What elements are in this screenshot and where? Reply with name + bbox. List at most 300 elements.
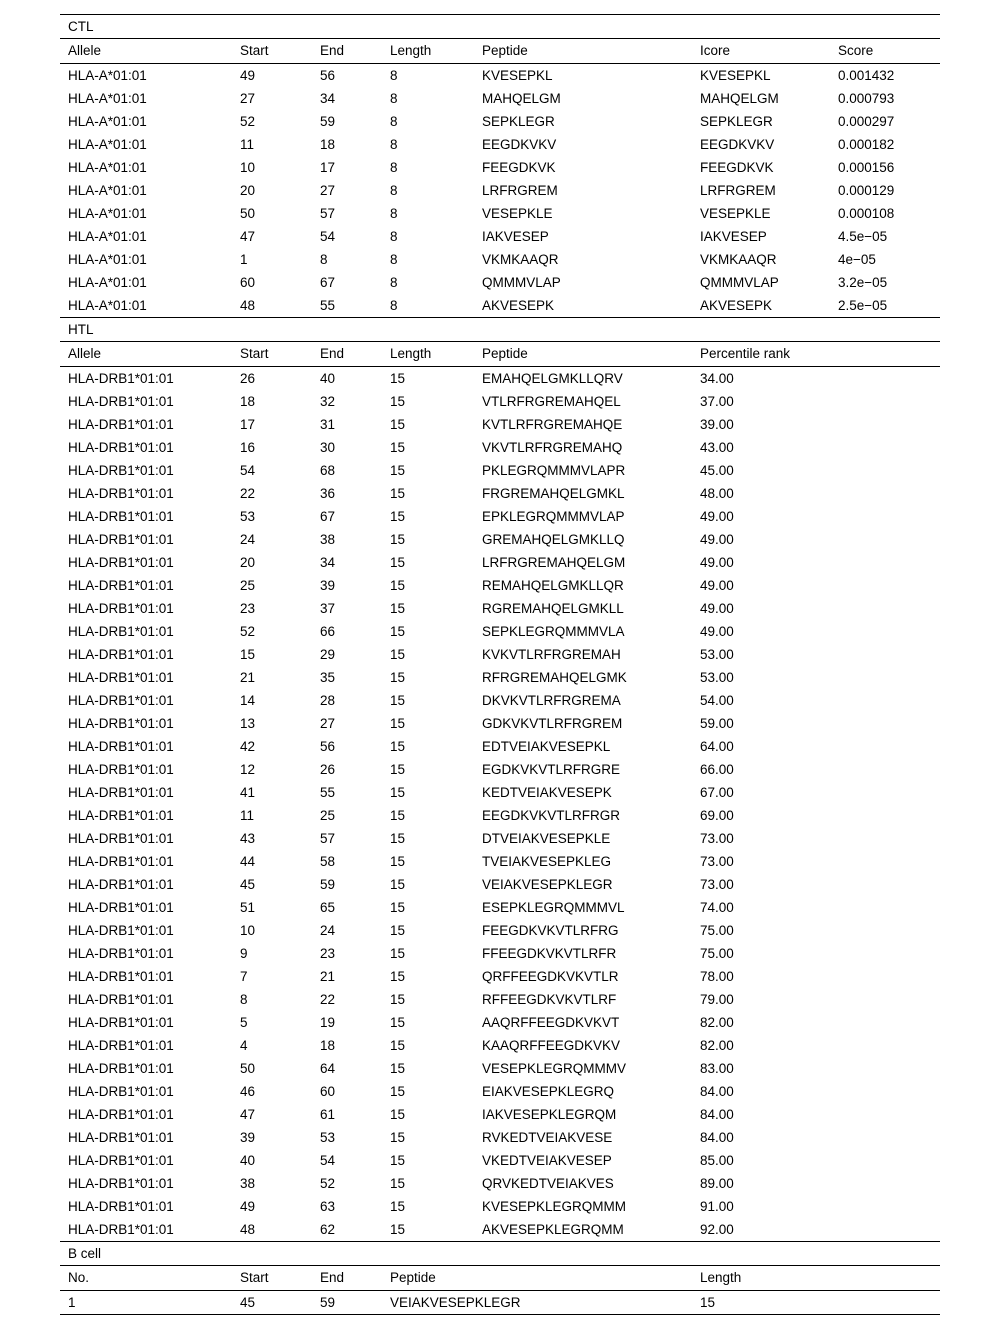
table-row: [60, 574, 940, 597]
table-cell: HLA-A*01:01: [68, 137, 147, 152]
table-cell: HLA-DRB1*01:01: [68, 486, 174, 501]
table-cell: 45: [240, 877, 256, 892]
table-cell: 20: [240, 555, 256, 570]
table-cell: 20: [240, 183, 256, 198]
table-cell: 24: [240, 532, 256, 547]
table-cell: 15: [390, 647, 406, 662]
table-cell: 34.00: [700, 371, 734, 386]
table-cell: 89.00: [700, 1176, 734, 1191]
table-row: [60, 1034, 940, 1057]
table-cell: 8: [320, 252, 328, 267]
table-row: [60, 919, 940, 942]
table-cell: 53: [320, 1130, 336, 1145]
table-cell: 8: [390, 160, 398, 175]
table-cell: 92.00: [700, 1222, 734, 1237]
table-cell: AKVESEPKLEGRQMM: [482, 1222, 624, 1237]
table-cell: PKLEGRQMMMVLAPR: [482, 463, 626, 478]
table-cell: 24: [320, 923, 336, 938]
htl-section: [60, 317, 940, 1241]
table-cell: 15: [390, 394, 406, 409]
table-cell: AKVESEPK: [700, 298, 773, 313]
table-cell: VTLRFRGREMAHQEL: [482, 394, 621, 409]
table-row: [60, 436, 940, 459]
table-row: [60, 1172, 940, 1195]
table-cell: 13: [240, 716, 256, 731]
table-cell: DKVKVTLRFRGREMA: [482, 693, 621, 708]
table-cell: 15: [390, 1038, 406, 1053]
table-cell: HLA-DRB1*01:01: [68, 624, 174, 639]
table-cell: 15: [390, 1061, 406, 1076]
table-cell: HLA-DRB1*01:01: [68, 992, 174, 1007]
table-cell: 47: [240, 1107, 256, 1122]
table-cell: SEPKLEGRQMMMVLA: [482, 624, 625, 639]
table-cell: 17: [240, 417, 256, 432]
table-row: [60, 225, 940, 248]
table-cell: KVESEPKL: [700, 68, 771, 83]
table-cell: 8: [240, 992, 248, 1007]
table-row: [60, 1057, 940, 1080]
table-cell: 67.00: [700, 785, 734, 800]
table-cell: 15: [390, 1176, 406, 1191]
table-cell: 43: [240, 831, 256, 846]
table-cell: 15: [390, 831, 406, 846]
table-cell: 84.00: [700, 1084, 734, 1099]
table-cell: 4.5e−05: [838, 229, 888, 244]
table-row: [60, 1103, 940, 1126]
table-cell: 22: [320, 992, 336, 1007]
table-cell: 10: [240, 923, 256, 938]
section-title-htl: HTL: [60, 317, 940, 342]
table-cell: 66.00: [700, 762, 734, 777]
table-cell: 18: [320, 1038, 336, 1053]
table-cell: 58: [320, 854, 336, 869]
column-header: Length: [382, 342, 474, 367]
table-cell: KVESEPKL: [482, 68, 553, 83]
table-cell: 40: [320, 371, 336, 386]
table-cell: QRFFEEGDKVKVTLR: [482, 969, 619, 984]
htl-table: [60, 342, 940, 1241]
table-row: [60, 413, 940, 436]
table-row: [60, 64, 940, 88]
table-cell: 19: [320, 1015, 336, 1030]
table-cell: 84.00: [700, 1130, 734, 1145]
table-cell: 27: [320, 716, 336, 731]
table-cell: HLA-DRB1*01:01: [68, 1153, 174, 1168]
table-cell: 75.00: [700, 946, 734, 961]
column-header: Allele: [60, 342, 232, 367]
column-header: Start: [232, 342, 312, 367]
table-cell: 15: [390, 969, 406, 984]
table-cell: 54: [240, 463, 256, 478]
table-cell: 31: [320, 417, 336, 432]
table-cell: 61: [320, 1107, 336, 1122]
table-cell: 15: [390, 486, 406, 501]
table-cell: GREMAHQELGMKLLQ: [482, 532, 625, 547]
table-cell: 21: [320, 969, 336, 984]
table-cell: 9: [240, 946, 248, 961]
table-cell: 1: [68, 1295, 76, 1310]
table-cell: LRFRGREM: [482, 183, 558, 198]
table-cell: 38: [320, 532, 336, 547]
table-row: [60, 202, 940, 225]
bcell-table: [60, 1266, 940, 1315]
table-cell: 53.00: [700, 670, 734, 685]
table-cell: 67: [320, 509, 336, 524]
table-cell: EMAHQELGMKLLQRV: [482, 371, 623, 386]
table-cell: 39: [320, 578, 336, 593]
table-cell: FEEGDKVK: [700, 160, 774, 175]
column-header: Icore: [692, 39, 830, 64]
table-cell: 57: [320, 831, 336, 846]
column-header: Percentile rank: [692, 342, 940, 367]
section-title-ctl: CTL: [60, 14, 940, 39]
table-row: [60, 1080, 940, 1103]
table-row: [60, 248, 940, 271]
table-cell: HLA-DRB1*01:01: [68, 1015, 174, 1030]
table-cell: 60: [240, 275, 256, 290]
table-cell: VESEPKLEGRQMMMV: [482, 1061, 627, 1076]
table-cell: 75.00: [700, 923, 734, 938]
table-cell: 32: [320, 394, 336, 409]
table-cell: 39.00: [700, 417, 734, 432]
table-cell: 1: [240, 252, 248, 267]
table-row: [60, 827, 940, 850]
table-cell: HLA-DRB1*01:01: [68, 693, 174, 708]
ctl-section: [60, 14, 940, 317]
table-cell: 14: [240, 693, 256, 708]
table-cell: MAHQELGM: [482, 91, 561, 106]
table-cell: 68: [320, 463, 336, 478]
table-row: [60, 1126, 940, 1149]
table-cell: 34: [320, 555, 336, 570]
table-cell: FRGREMAHQELGMKL: [482, 486, 625, 501]
table-cell: HLA-DRB1*01:01: [68, 1199, 174, 1214]
table-row: [60, 156, 940, 179]
table-cell: 3.2e−05: [838, 275, 888, 290]
table-cell: HLA-DRB1*01:01: [68, 831, 174, 846]
table-row: [60, 110, 940, 133]
table-cell: 15: [390, 601, 406, 616]
table-row: [60, 597, 940, 620]
table-cell: 49.00: [700, 509, 734, 524]
table-cell: 15: [390, 785, 406, 800]
table-row: [60, 873, 940, 896]
table-cell: HLA-DRB1*01:01: [68, 762, 174, 777]
table-cell: 54.00: [700, 693, 734, 708]
table-row: [60, 179, 940, 202]
table-cell: GDKVKVTLRFRGREM: [482, 716, 623, 731]
table-cell: HLA-A*01:01: [68, 91, 147, 106]
table-cell: 29: [320, 647, 336, 662]
table-row: [60, 528, 940, 551]
table-cell: HLA-A*01:01: [68, 275, 147, 290]
table-row: [60, 781, 940, 804]
table-cell: REMAHQELGMKLLQR: [482, 578, 624, 593]
table-cell: EDTVEIAKVESEPKL: [482, 739, 611, 754]
table-cell: 15: [390, 371, 406, 386]
table-cell: 54: [320, 229, 336, 244]
table-cell: HLA-DRB1*01:01: [68, 1222, 174, 1237]
table-cell: 5: [240, 1015, 248, 1030]
table-cell: HLA-DRB1*01:01: [68, 946, 174, 961]
table-cell: VKMKAAQR: [482, 252, 559, 267]
table-cell: 59: [320, 877, 336, 892]
table-cell: HLA-DRB1*01:01: [68, 371, 174, 386]
table-cell: HLA-DRB1*01:01: [68, 601, 174, 616]
table-cell: 49.00: [700, 532, 734, 547]
table-cell: 82.00: [700, 1038, 734, 1053]
table-cell: 91.00: [700, 1199, 734, 1214]
table-cell: 52: [240, 624, 256, 639]
table-cell: 15: [390, 624, 406, 639]
table-cell: FEEGDKVKVTLRFRG: [482, 923, 619, 938]
table-cell: KAAQRFFEEGDKVKV: [482, 1038, 621, 1053]
table-cell: 65: [320, 900, 336, 915]
table-row: [60, 390, 940, 413]
table-cell: HLA-DRB1*01:01: [68, 463, 174, 478]
table-cell: 78.00: [700, 969, 734, 984]
table-cell: 22: [240, 486, 256, 501]
table-cell: 82.00: [700, 1015, 734, 1030]
table-row: [60, 87, 940, 110]
table-cell: 18: [240, 394, 256, 409]
table-cell: 15: [240, 647, 256, 662]
table-row: [60, 896, 940, 919]
table-cell: KVTLRFRGREMAHQE: [482, 417, 623, 432]
table-cell: HLA-A*01:01: [68, 252, 147, 267]
table-cell: HLA-DRB1*01:01: [68, 785, 174, 800]
table-cell: RGREMAHQELGMKLL: [482, 601, 624, 616]
table-cell: HLA-DRB1*01:01: [68, 969, 174, 984]
column-header: Allele: [60, 39, 232, 64]
table-row: [60, 850, 940, 873]
table-cell: AAQRFFEEGDKVKVT: [482, 1015, 620, 1030]
table-cell: 49.00: [700, 555, 734, 570]
table-cell: 49: [240, 68, 256, 83]
table-row: [60, 367, 940, 391]
table-cell: 50: [240, 206, 256, 221]
table-cell: 0.000297: [838, 114, 895, 129]
table-cell: 15: [390, 1084, 406, 1099]
table-cell: 15: [390, 808, 406, 823]
table-cell: 8: [390, 137, 398, 152]
table-cell: 11: [240, 137, 255, 152]
table-cell: VESEPKLE: [700, 206, 771, 221]
table-cell: 59: [320, 114, 336, 129]
table-cell: HLA-DRB1*01:01: [68, 739, 174, 754]
table-cell: 15: [390, 1222, 406, 1237]
table-cell: EEGDKVKV: [700, 137, 775, 152]
table-cell: HLA-DRB1*01:01: [68, 877, 174, 892]
table-cell: EEGDKVKVTLRFRGR: [482, 808, 621, 823]
header-row: [60, 342, 940, 367]
table-cell: 15: [390, 440, 406, 455]
table-cell: 48.00: [700, 486, 734, 501]
table-cell: 8: [390, 252, 398, 267]
table-cell: HLA-A*01:01: [68, 229, 147, 244]
column-header: End: [312, 39, 382, 64]
table-row: [60, 804, 940, 827]
table-cell: 48: [240, 1222, 256, 1237]
column-header: No.: [60, 1266, 232, 1291]
table-row: [60, 1195, 940, 1218]
table-cell: 69.00: [700, 808, 734, 823]
table-row: [60, 505, 940, 528]
table-cell: 7: [240, 969, 248, 984]
table-cell: RFRGREMAHQELGMK: [482, 670, 627, 685]
table-cell: SEPKLEGR: [700, 114, 773, 129]
table-cell: 53.00: [700, 647, 734, 662]
table-cell: HLA-DRB1*01:01: [68, 1061, 174, 1076]
table-cell: KEDTVEIAKVESEPK: [482, 785, 612, 800]
table-cell: HLA-DRB1*01:01: [68, 555, 174, 570]
table-cell: 15: [390, 693, 406, 708]
table-cell: 15: [390, 555, 406, 570]
table-cell: 45: [240, 1295, 256, 1310]
table-row: [60, 689, 940, 712]
table-row: [60, 712, 940, 735]
table-cell: 41: [240, 785, 256, 800]
table-row: [60, 133, 940, 156]
column-header: Length: [692, 1266, 940, 1291]
table-cell: HLA-DRB1*01:01: [68, 808, 174, 823]
table-cell: 15: [390, 739, 406, 754]
table-cell: LRFRGREMAHQELGM: [482, 555, 626, 570]
table-cell: 49.00: [700, 601, 734, 616]
column-header: End: [312, 342, 382, 367]
table-cell: 15: [390, 854, 406, 869]
column-header: Start: [232, 39, 312, 64]
table-cell: 15: [390, 1015, 406, 1030]
table-cell: IAKVESEP: [700, 229, 767, 244]
table-cell: QMMMVLAP: [482, 275, 561, 290]
table-cell: EGDKVKVTLRFRGRE: [482, 762, 621, 777]
table-cell: HLA-DRB1*01:01: [68, 900, 174, 915]
table-row: [60, 666, 940, 689]
table-cell: HLA-A*01:01: [68, 68, 147, 83]
column-header: Length: [382, 39, 474, 64]
table-cell: HLA-DRB1*01:01: [68, 394, 174, 409]
table-cell: 8: [390, 114, 398, 129]
table-cell: HLA-DRB1*01:01: [68, 1084, 174, 1099]
table-row: [60, 1011, 940, 1034]
table-cell: HLA-DRB1*01:01: [68, 647, 174, 662]
table-cell: 64: [320, 1061, 336, 1076]
table-cell: 27: [320, 183, 336, 198]
table-row: [60, 643, 940, 666]
table-cell: KVESEPKLEGRQMMM: [482, 1199, 627, 1214]
table-cell: 50: [240, 1061, 256, 1076]
table-cell: 73.00: [700, 831, 734, 846]
table-cell: HLA-DRB1*01:01: [68, 716, 174, 731]
table-cell: 59.00: [700, 716, 734, 731]
table-cell: 15: [390, 578, 406, 593]
table-cell: 15: [390, 1153, 406, 1168]
table-cell: 73.00: [700, 877, 734, 892]
table-cell: ESEPKLEGRQMMMVL: [482, 900, 625, 915]
table-cell: 15: [390, 670, 406, 685]
table-cell: 15: [390, 946, 406, 961]
table-cell: 54: [320, 1153, 336, 1168]
table-cell: HLA-DRB1*01:01: [68, 440, 174, 455]
table-cell: 42: [240, 739, 256, 754]
column-header: Start: [232, 1266, 312, 1291]
table-cell: 15: [390, 509, 406, 524]
table-cell: 15: [700, 1295, 716, 1310]
table-cell: 27: [240, 91, 256, 106]
table-cell: 26: [320, 762, 336, 777]
table-cell: DTVEIAKVESEPKLE: [482, 831, 611, 846]
table-cell: 43.00: [700, 440, 734, 455]
table-cell: 49.00: [700, 624, 734, 639]
table-cell: 15: [390, 417, 406, 432]
table-cell: 4e−05: [838, 252, 876, 267]
table-cell: 15: [390, 716, 406, 731]
header-row: [60, 39, 940, 64]
table-cell: 8: [390, 298, 398, 313]
table-row: [60, 551, 940, 574]
table-row: [60, 482, 940, 505]
table-row: [60, 1149, 940, 1172]
table-cell: 15: [390, 1199, 406, 1214]
table-cell: 37.00: [700, 394, 734, 409]
table-cell: 40: [240, 1153, 256, 1168]
table-cell: HLA-DRB1*01:01: [68, 670, 174, 685]
table-cell: 8: [390, 206, 398, 221]
table-row: [60, 735, 940, 758]
table-cell: 15: [390, 900, 406, 915]
table-cell: 38: [240, 1176, 256, 1191]
table-cell: 25: [320, 808, 336, 823]
table-cell: 25: [240, 578, 256, 593]
table-cell: 11: [240, 808, 255, 823]
table-cell: 15: [390, 877, 406, 892]
table-cell: HLA-A*01:01: [68, 183, 147, 198]
table-cell: 37: [320, 601, 336, 616]
table-cell: RVKEDTVEIAKVESE: [482, 1130, 613, 1145]
table-row: [60, 620, 940, 643]
table-cell: 44: [240, 854, 256, 869]
table-cell: SEPKLEGR: [482, 114, 555, 129]
table-cell: HLA-A*01:01: [68, 114, 147, 129]
table-cell: 10: [240, 160, 256, 175]
table-cell: 30: [320, 440, 336, 455]
table-cell: 52: [240, 114, 256, 129]
table-cell: 49: [240, 1199, 256, 1214]
table-cell: 36: [320, 486, 336, 501]
table-cell: 84.00: [700, 1107, 734, 1122]
table-cell: 0.000156: [838, 160, 895, 175]
table-cell: 39: [240, 1130, 256, 1145]
table-cell: 66: [320, 624, 336, 639]
table-cell: 21: [240, 670, 256, 685]
table-cell: 60: [320, 1084, 336, 1099]
table-cell: 52: [320, 1176, 336, 1191]
table-cell: 79.00: [700, 992, 734, 1007]
table-cell: 26: [240, 371, 256, 386]
table-cell: FFEEGDKVKVTLRFR: [482, 946, 617, 961]
table-row: [60, 1291, 940, 1315]
table-cell: 0.000793: [838, 91, 895, 106]
table-cell: KVKVTLRFRGREMAH: [482, 647, 621, 662]
table-cell: VEIAKVESEPKLEGR: [390, 1295, 521, 1310]
table-cell: VESEPKLE: [482, 206, 553, 221]
table-cell: HLA-A*01:01: [68, 206, 147, 221]
table-cell: 8: [390, 91, 398, 106]
table-cell: 85.00: [700, 1153, 734, 1168]
table-cell: 8: [390, 68, 398, 83]
table-cell: HLA-DRB1*01:01: [68, 1130, 174, 1145]
